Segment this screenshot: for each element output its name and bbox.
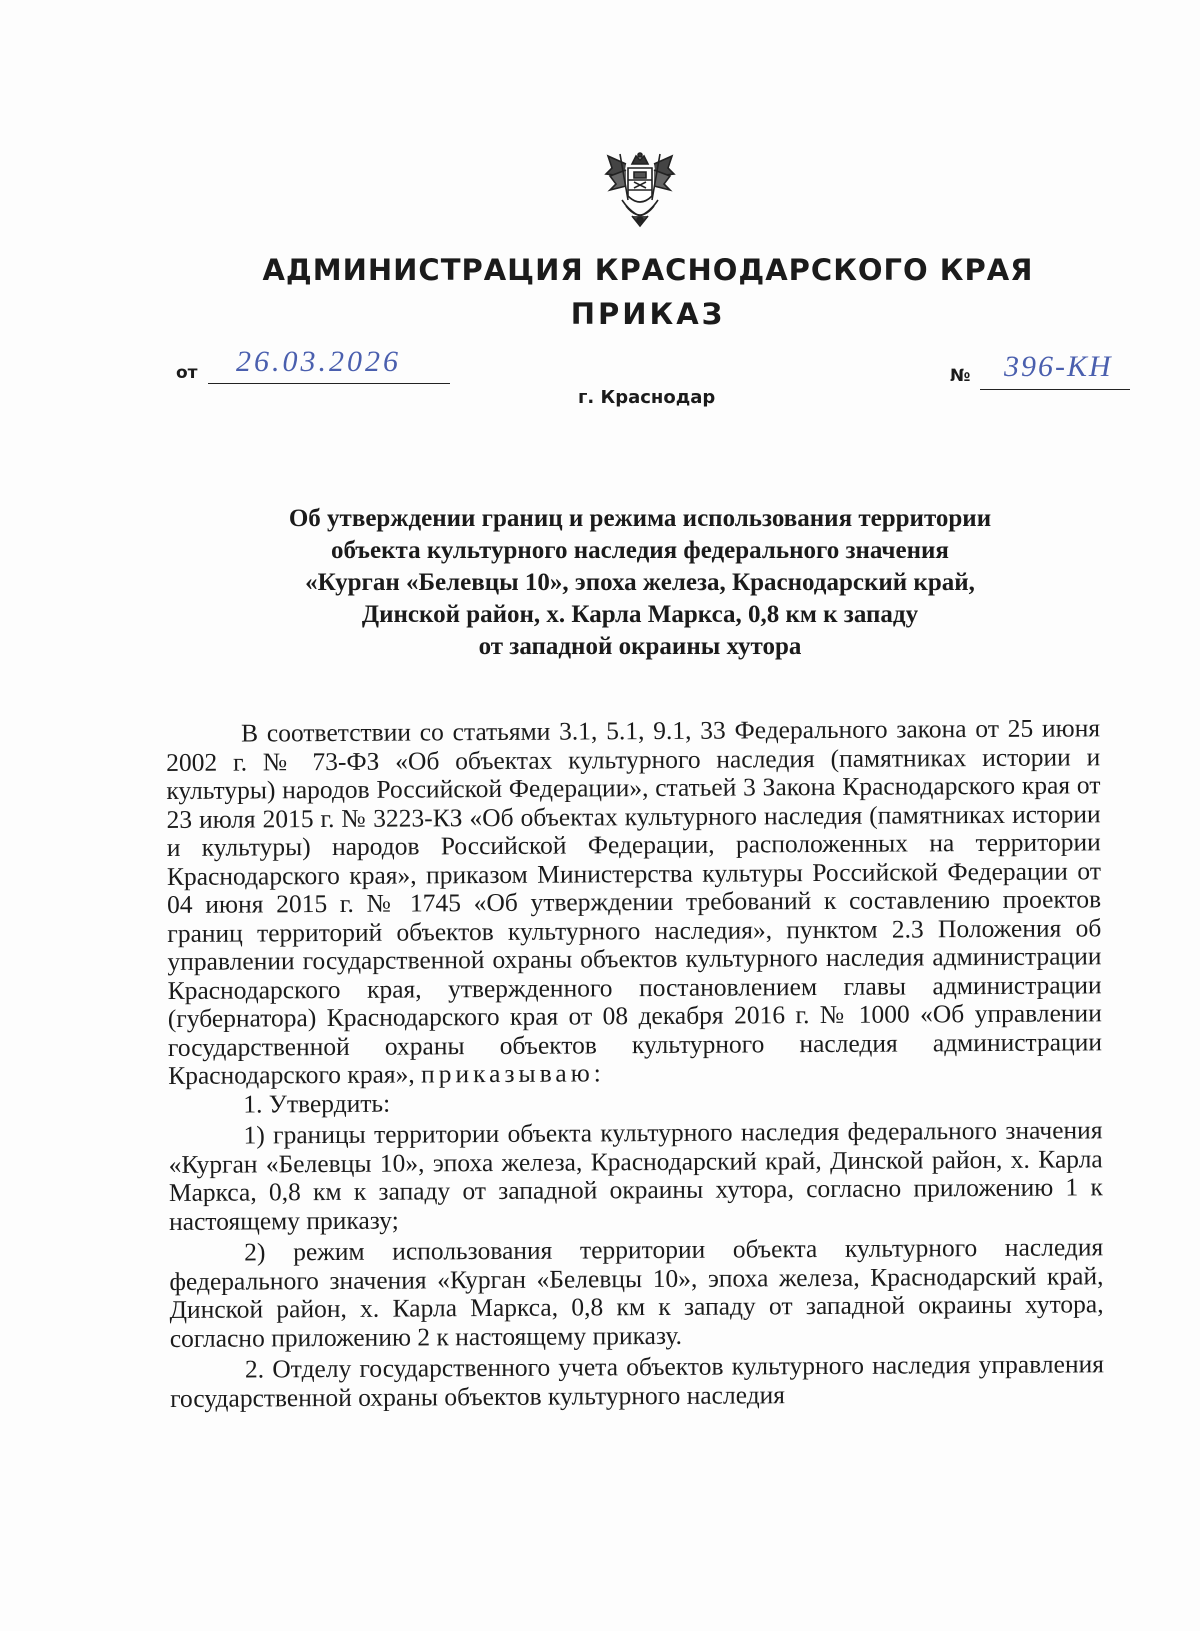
title-line: Об утверждении границ и режима использования территории xyxy=(288,505,992,532)
handwritten-date: 26.03.2026 xyxy=(236,345,401,378)
number-underline xyxy=(980,389,1130,390)
order-title xyxy=(200,503,1080,663)
krasnodar-coat-of-arms-icon xyxy=(600,150,680,230)
date-underline xyxy=(208,383,450,384)
title-line: «Курган «Белевцы 10», эпоха железа, Краснодарский край, xyxy=(305,569,975,596)
preamble-text: В соответствии со статьями 3.1, 5.1, 9.1, 33 Федерального закона от 25 июня 2002 г. № 73-ФЗ «Об объектах культурного наследия (памятниках истории и культуры) народов Российской Федерации», статьей 3 Закона Краснодарского края от 23 июля 2015 г. № 3223-КЗ «Об объектах культурного наследия (памятниках истории и культуры) народов Российской Федерации, расположенных на территории Краснодарского края», приказом Министерства культуры Российской Федерации от 04 июня 2015 г. № 1745 «Об утверждении требований к составлению проектов границ территорий объектов культурного наследия», пунктом 2.3 Положения об управлении государственной охраны объектов культурного наследия администрации Краснодарского края, утвержденного постановлением главы администрации (губернатора) Краснодарского края от 08 декабря 2016 г. № 1000 «Об управлении государственной охраны объектов культурного наследия администрации Краснодарского края», xyxy=(166,713,1103,1090)
organization-name: АДМИНИСТРАЦИЯ КРАСНОДАРСКОГО КРАЯ xyxy=(262,253,1034,287)
clause-1-1: 1) границы территории объекта культурного наследия федерального значения «Курган «Белевцы 10», эпоха железа, Краснодарский край, Динской район, х. Карла Маркса, 0,8 км к западу от западной окраины хутора, согласно приложению 1 к настоящему приказу; xyxy=(168,1115,1103,1236)
preamble-paragraph xyxy=(166,714,1102,1090)
title-line: объекта культурного наследия федерального значения xyxy=(331,537,949,564)
order-body xyxy=(166,714,1104,1416)
clause-2: 2. Отделу государственного учета объектов культурного наследия управления государственной охраны объектов культурного наследия xyxy=(170,1349,1105,1413)
number-label: № xyxy=(950,366,971,386)
date-label: от xyxy=(176,363,198,383)
title-line: от западной окраины хутора xyxy=(478,633,802,660)
clause-1: 1. Утвердить: xyxy=(243,1088,391,1119)
handwritten-number: 396-КН xyxy=(1004,350,1113,383)
order-word: приказываю: xyxy=(420,1058,605,1089)
clause-1-2: 2) режим использования территории объекта культурного наследия федерального значения «Курган «Белевцы 10», эпоха железа, Краснодарский край, Динской район, х. Карла Маркса, 0,8 км к западу от западной окраины хутора, согласно приложению 2 к настоящему приказу. xyxy=(169,1232,1104,1353)
document-type: ПРИКАЗ xyxy=(570,297,726,331)
title-line: Динской район, х. Карла Маркса, 0,8 км к западу xyxy=(361,601,919,628)
city-name: г. Краснодар xyxy=(578,387,716,408)
